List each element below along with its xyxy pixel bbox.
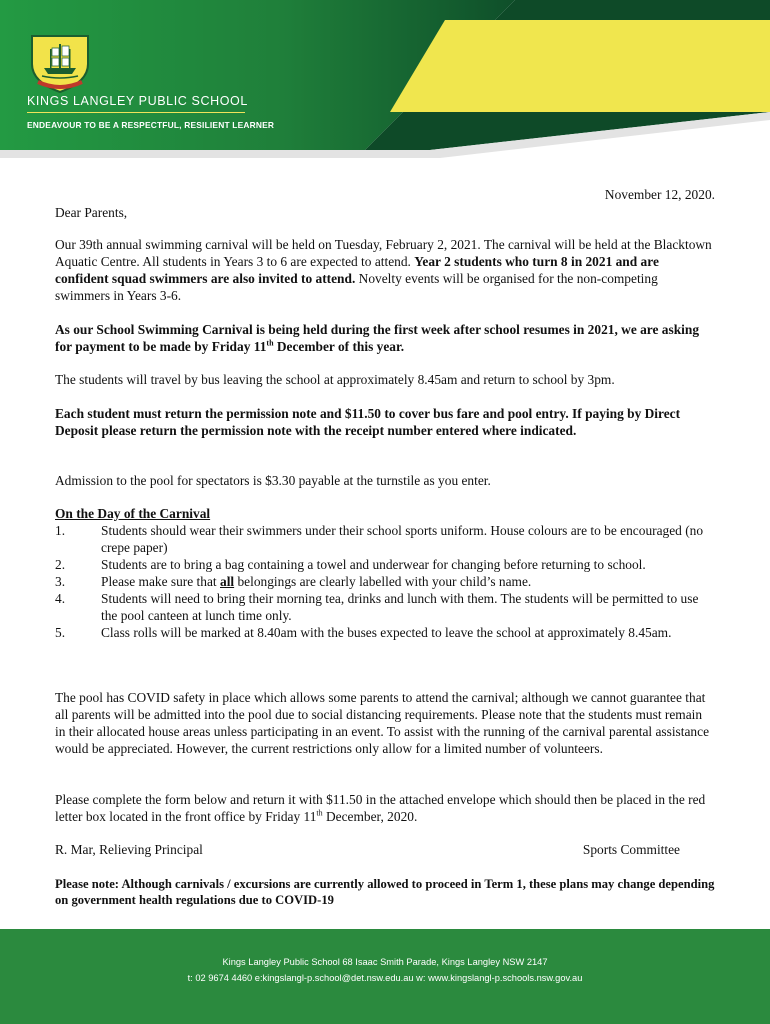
footer-address: Kings Langley Public School 68 Isaac Smith Parade, Kings Langley NSW 2147 — [222, 957, 548, 967]
signoff-principal: R. Mar, Relieving Principal — [55, 842, 203, 857]
covid-note: Please note: Although carnivals / excursions are currently allowed to proceed in Term 1, these plans may change depending on government health regulations due to COVID-19 — [55, 877, 715, 907]
footer-bar — [0, 929, 770, 1024]
letterhead-banner — [0, 0, 770, 158]
header-divider — [27, 112, 245, 113]
p2-text-end: December of this year. — [273, 339, 405, 354]
p1-bold-text: Year 2 students who turn 8 in 2021 and are confident squad swimmers are also invited to attend. — [55, 254, 659, 286]
carnival-day-section — [55, 505, 715, 641]
paragraph-payment-deadline — [55, 321, 715, 355]
footer-contact: t: 02 9674 4460 e:kingslangl-p.school@det.nsw.edu.au w: www.kingslangl-p.schools.nsw.gov.au — [187, 973, 583, 983]
paragraph-permission-note: Each student must return the permission note and $11.50 to cover bus fare and pool entry. If paying by Direct Deposit please return the permission note with the receipt number entered where indicated. — [55, 406, 681, 438]
p1-text-end: Novelty events will be organised for the non-competing swimmers in Years 3-6. — [55, 271, 658, 303]
section-heading: On the Day of the Carnival — [55, 506, 211, 521]
signoff-committee: Sports Committee — [582, 842, 680, 857]
yellow-accent-shape — [390, 20, 770, 112]
list-item: 3. Please make sure that all belongings are clearly labelled with your child’s name. — [55, 574, 532, 589]
p2-text: As our School Swimming Carnival is being held during the first week after school resumes in 2021, we are asking for payment to be made by Friday 11 — [55, 322, 700, 354]
letter-date: November 12, 2020. — [604, 187, 715, 202]
banner-graphic — [0, 0, 770, 158]
school-crest-ship-icon — [28, 34, 92, 94]
carnival-day-list — [55, 522, 715, 641]
paragraph-spectator-admission: Admission to the pool for spectators is $3.30 payable at the turnstile as you enter. — [55, 473, 491, 488]
school-motto: ENDEAVOUR TO BE A RESPECTFUL, RESILIENT LEARNER — [27, 120, 275, 130]
salutation: Dear Parents, — [55, 205, 128, 220]
p1-text: Our 39th annual swimming carnival will be held on Tuesday, February 2, 2021. The carnival will be held at the Blacktown Aquatic Centre. All students in Years 3 to 6 are expected to attend. — [55, 237, 712, 269]
list-item: 4. Students will need to bring their morning tea, drinks and lunch with them. The students will be permitted to use the pool canteen at lunch time only. — [55, 591, 699, 623]
p2-sup: th — [266, 338, 274, 348]
paragraph-return-form: Please complete the form below and return it with $11.50 in the attached envelope which should then be placed in the red letter box located in the front office by Friday 11th December, 2020. — [55, 792, 706, 824]
list-item: 2. Students are to bring a bag containing a towel and underwear for changing before returning to school. — [55, 557, 646, 572]
list-item: 1. Students should wear their swimmers under their school sports uniform. House colours are to be encouraged (no crepe paper) — [55, 523, 704, 555]
paragraph-bus-travel: The students will travel by bus leaving the school at approximately 8.45am and return to school by 3pm. — [55, 372, 615, 387]
paragraph-carnival-details — [55, 236, 715, 304]
school-name: KINGS LANGLEY PUBLIC SCHOOL — [27, 94, 248, 108]
list-item: 5. Class rolls will be marked at 8.40am with the buses expected to leave the school at approximately 8.45am. — [55, 625, 672, 640]
paragraph-covid-safety: The pool has COVID safety in place which allows some parents to attend the carnival; although we cannot guarantee that all parents will be admitted into the pool due to social distancing requirements. Please note that the students must remain in their allocated house areas unless participating in an event. To assist with the running of the carnival parental assistance would be appreciated. However, the current restrictions only allow for a limited number of volunteers. — [55, 690, 710, 756]
